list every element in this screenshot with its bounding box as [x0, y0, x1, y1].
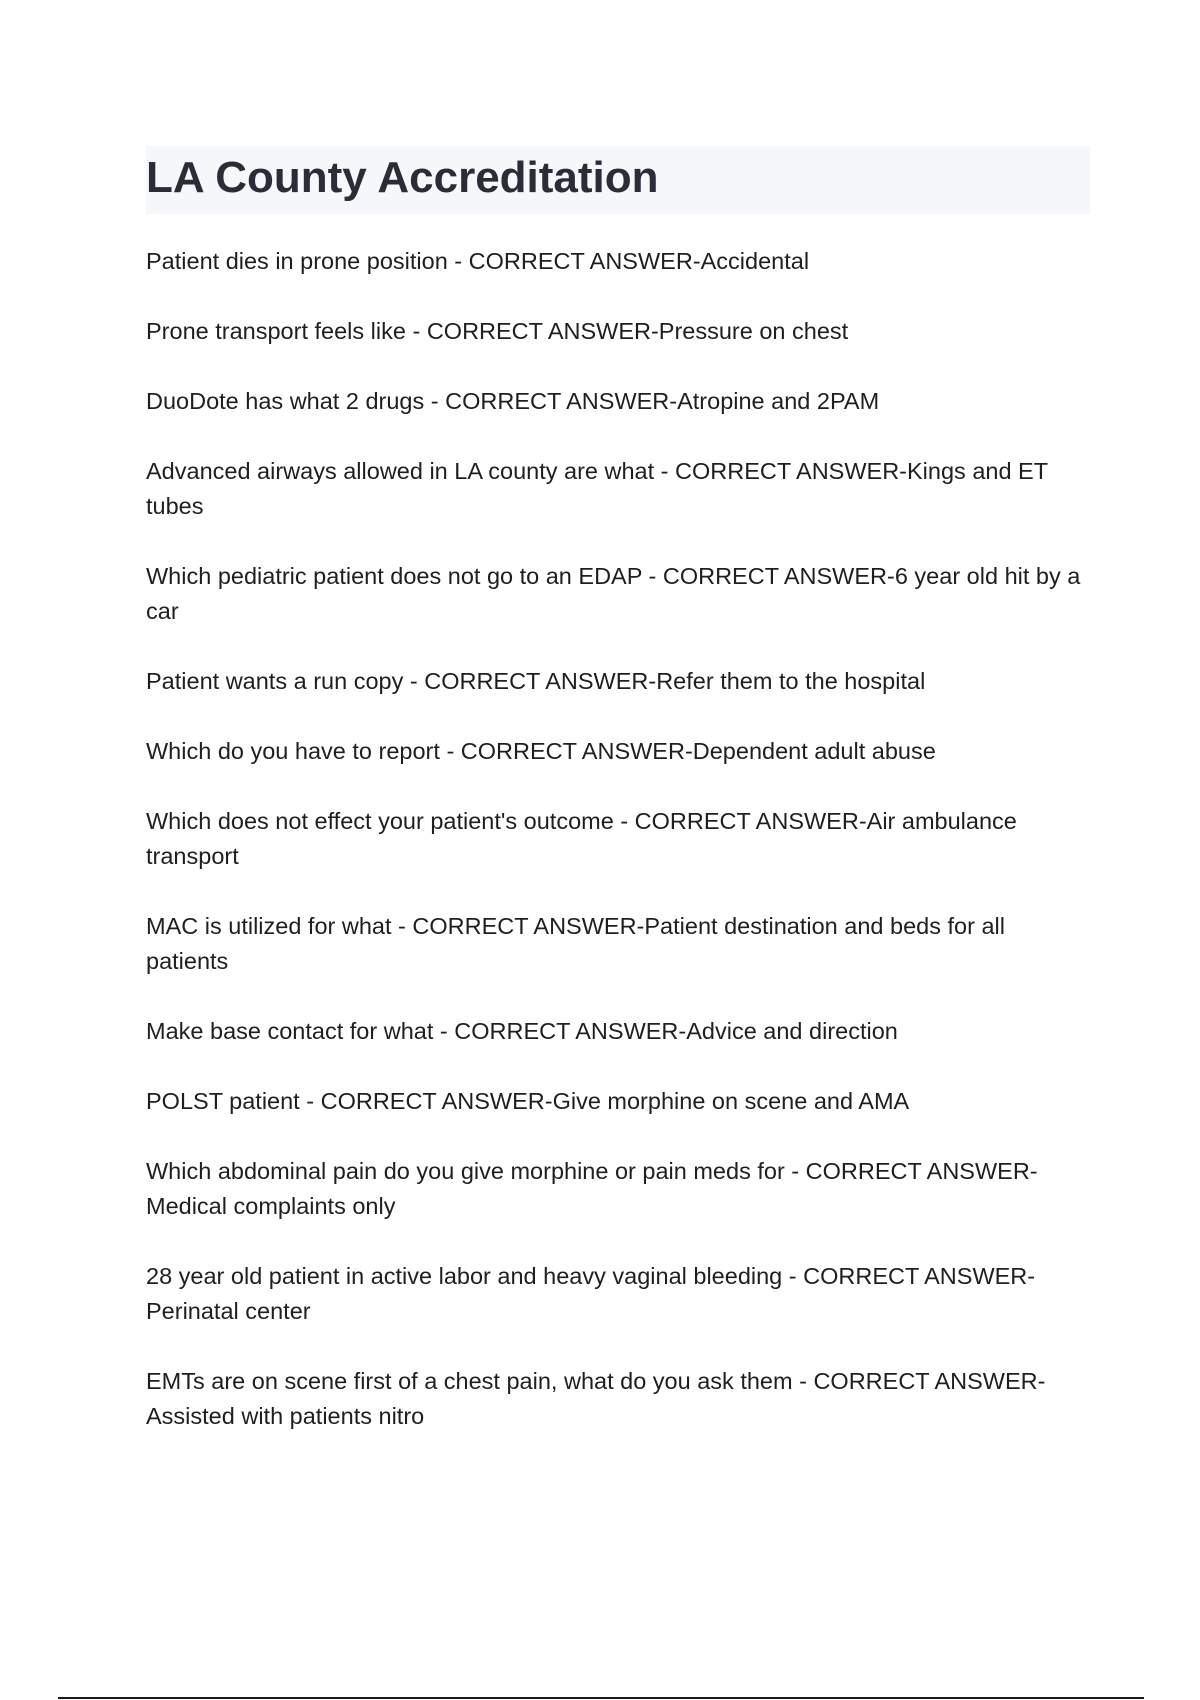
qa-item: POLST patient - CORRECT ANSWER-Give morphine on scene and AMA	[146, 1088, 910, 1114]
qa-list	[146, 244, 1090, 1469]
qa-item: EMTs are on scene first of a chest pain, what do you ask them - CORRECT ANSWER-Assisted with patients nitro	[146, 1368, 1046, 1429]
qa-item: Which do you have to report - CORRECT ANSWER-Dependent adult abuse	[146, 738, 936, 764]
footer-divider	[58, 1697, 1144, 1699]
page-title: LA County Accreditation	[146, 153, 659, 202]
qa-item: Which does not effect your patient's outcome - CORRECT ANSWER-Air ambulance transport	[146, 808, 1017, 869]
qa-item: DuoDote has what 2 drugs - CORRECT ANSWER-Atropine and 2PAM	[146, 388, 880, 414]
qa-item: Advanced airways allowed in LA county are what - CORRECT ANSWER-Kings and ET tubes	[146, 458, 1048, 519]
qa-item: Make base contact for what - CORRECT ANSWER-Advice and direction	[146, 1018, 898, 1044]
qa-item: Which abdominal pain do you give morphine or pain meds for - CORRECT ANSWER-Medical complaints only	[146, 1158, 1038, 1219]
title-band	[146, 146, 1090, 214]
qa-item: 28 year old patient in active labor and heavy vaginal bleeding - CORRECT ANSWER-Perinatal center	[146, 1263, 1036, 1324]
qa-item: Prone transport feels like - CORRECT ANSWER-Pressure on chest	[146, 318, 849, 344]
qa-item: MAC is utilized for what - CORRECT ANSWER-Patient destination and beds for all patients	[146, 913, 1005, 974]
qa-item: Which pediatric patient does not go to an EDAP - CORRECT ANSWER-6 year old hit by a car	[146, 563, 1081, 624]
qa-item: Patient dies in prone position - CORRECT ANSWER-Accidental	[146, 248, 810, 274]
qa-item: Patient wants a run copy - CORRECT ANSWER-Refer them to the hospital	[146, 668, 926, 694]
